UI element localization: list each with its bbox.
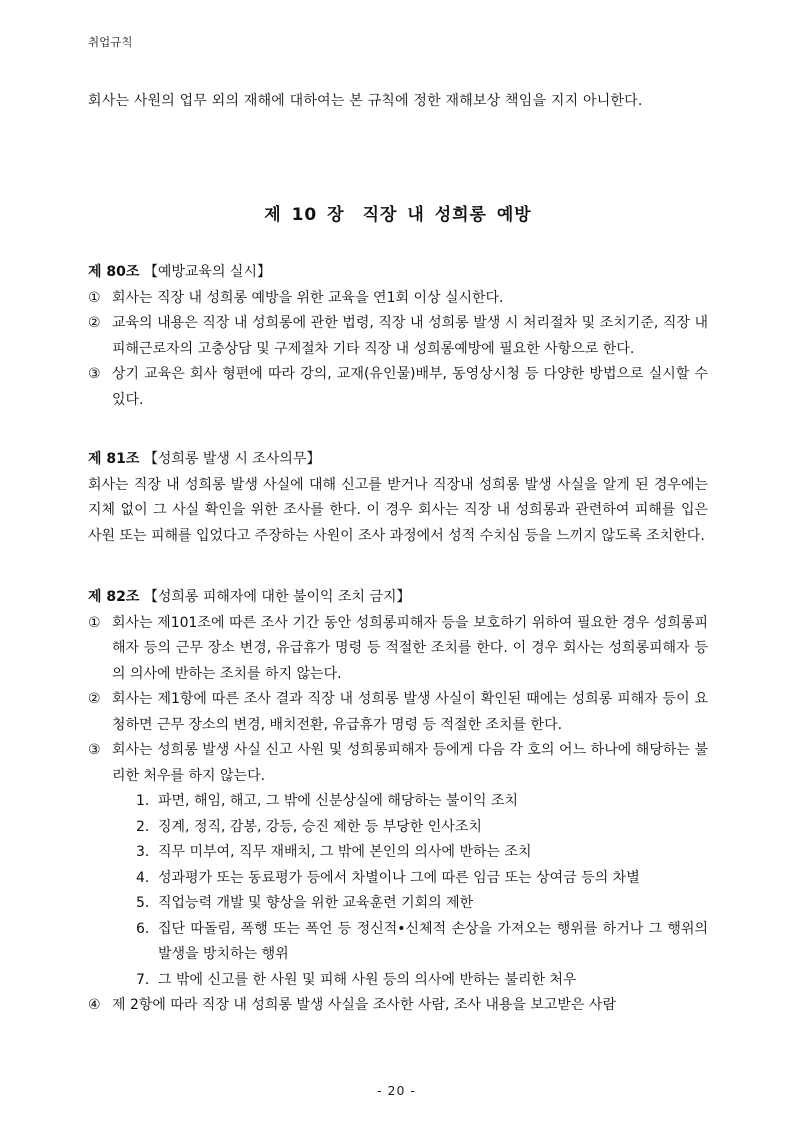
page-header: 취업규칙	[88, 35, 133, 49]
item-text: 회사는 성희롱 발생 사실 신고 사원 및 성희롱피해자 등에게 다음 각 호의 어느 하나에 해당하는 불리한 처우를 하지 않는다.	[112, 742, 708, 784]
article-number: 제 80조	[88, 264, 140, 280]
sub-item	[88, 789, 708, 815]
sub-item-text: 성과평가 또는 동료평가 등에서 차별이나 그에 따른 임금 또는 상여금 등의 차별	[158, 869, 640, 886]
sub-item-number: 1.	[136, 793, 150, 809]
sub-item	[88, 840, 708, 866]
chapter-title: 제 10 장 직장 내 성희롱 예방	[264, 205, 532, 225]
article-title: 【예방교육의 실시】	[143, 264, 271, 280]
sub-item	[88, 891, 708, 917]
sub-item-number: 2.	[136, 818, 150, 835]
article-heading	[88, 447, 708, 473]
article-item	[88, 687, 708, 738]
article-item	[88, 311, 708, 362]
item-text: 회사는 제101조에 따른 조사 기간 동안 성희롱피해자 등을 보호하기 위하여 필요한 경우 성희롱피해자 등의 근무 장소 변경, 유급휴가 명령 등 적절한 조치를 한다. 이 경우 회사는 성희롱피해자 등의 의사에 반하는 조치를 하지 않는다.	[112, 614, 708, 682]
item-marker: ①	[88, 289, 101, 306]
article-80	[88, 260, 708, 413]
item-text: 제 2항에 따라 직장 내 성희롱 발생 사실을 조사한 사람, 조사 내용을 보고받은 사람	[112, 997, 616, 1013]
item-text: 상기 교육은 회사 형편에 따라 강의, 교재(유인물)배부, 동영상시청 등 다양한 방법으로 실시할 수 있다.	[112, 366, 708, 408]
page-number: - 20 -	[377, 1083, 416, 1098]
article-title: 【성희롱 피해자에 대한 불이익 조치 금지】	[143, 589, 411, 605]
article-item	[88, 286, 708, 312]
sub-item-number: 6.	[136, 920, 150, 937]
sub-item-number: 5.	[136, 895, 150, 911]
article-number: 제 82조	[88, 589, 140, 605]
article-heading	[88, 585, 708, 611]
item-marker: ②	[88, 315, 101, 331]
article-item	[88, 362, 708, 413]
article-number: 제 81조	[88, 451, 140, 467]
sub-item-text: 집단 따돌림, 폭행 또는 폭언 등 정신적•신체적 손상을 가져오는 행위를 하거나 그 행위의 발생을 방치하는 행위	[158, 920, 708, 962]
item-marker: ②	[88, 691, 101, 707]
item-marker: ①	[88, 614, 101, 631]
article-item	[88, 611, 708, 688]
article-heading	[88, 260, 708, 286]
sub-item	[88, 815, 708, 841]
sub-item	[88, 866, 708, 892]
sub-item-text: 그 밖에 신고를 한 사원 및 피해 사원 등의 의사에 반하는 불리한 처우	[158, 971, 577, 988]
sub-item-number: 4.	[136, 869, 150, 886]
sub-item	[88, 917, 708, 968]
article-item	[88, 738, 708, 789]
article-81	[88, 447, 708, 549]
item-marker: ④	[88, 997, 101, 1013]
intro-paragraph: 회사는 사원의 업무 외의 재해에 대하여는 본 규칙에 정한 재해보상 책임을 지지 아니한다.	[88, 93, 643, 109]
article-item	[88, 993, 708, 1019]
sub-item-number: 7.	[136, 971, 150, 988]
sub-item-text: 징계, 정직, 감봉, 강등, 승진 제한 등 부당한 인사조치	[158, 818, 482, 835]
sub-item-text: 파면, 해임, 해고, 그 밖에 신분상실에 해당하는 불이익 조치	[158, 793, 519, 809]
sub-item-text: 직무 미부여, 직무 재배치, 그 밖에 본인의 의사에 반하는 조치	[158, 844, 532, 860]
sub-item-number: 3.	[136, 844, 150, 860]
item-marker: ③	[88, 742, 101, 758]
item-text: 교육의 내용은 직장 내 성희롱에 관한 법령, 직장 내 성희롱 발생 시 처리절차 및 조치기준, 직장 내 피해근로자의 고충상담 및 구제절차 기타 직장 내 성희롱예방에 필요한 사항으로 한다.	[112, 315, 708, 357]
article-body: 회사는 직장 내 성희롱 발생 사실에 대해 신고를 받거나 직장내 성희롱 발생 사실을 알게 된 경우에는 지체 없이 그 사실 확인을 위한 조사를 한다. 이 경우 회사는 직장 내 성희롱과 관련하여 피해를 입은 사원 또는 피해를 입었다고 주장하는 사원이 조사 과정에서 성적 수치심 등을 느끼지 않도록 조치한다.	[88, 476, 708, 544]
item-text: 회사는 제1항에 따른 조사 결과 직장 내 성희롱 발생 사실이 확인된 때에는 성희롱 피해자 등이 요청하면 근무 장소의 변경, 배치전환, 유급휴가 명령 등 적절한 조치를 한다.	[112, 691, 708, 733]
item-text: 회사는 직장 내 성희롱 예방을 위한 교육을 연1회 이상 실시한다.	[112, 289, 504, 306]
item-marker: ③	[88, 366, 101, 382]
sub-item-text: 직업능력 개발 및 향상을 위한 교육훈련 기회의 제한	[158, 895, 474, 911]
sub-item	[88, 968, 708, 994]
article-82	[88, 585, 708, 1019]
article-title: 【성희롱 발생 시 조사의무】	[143, 451, 321, 467]
